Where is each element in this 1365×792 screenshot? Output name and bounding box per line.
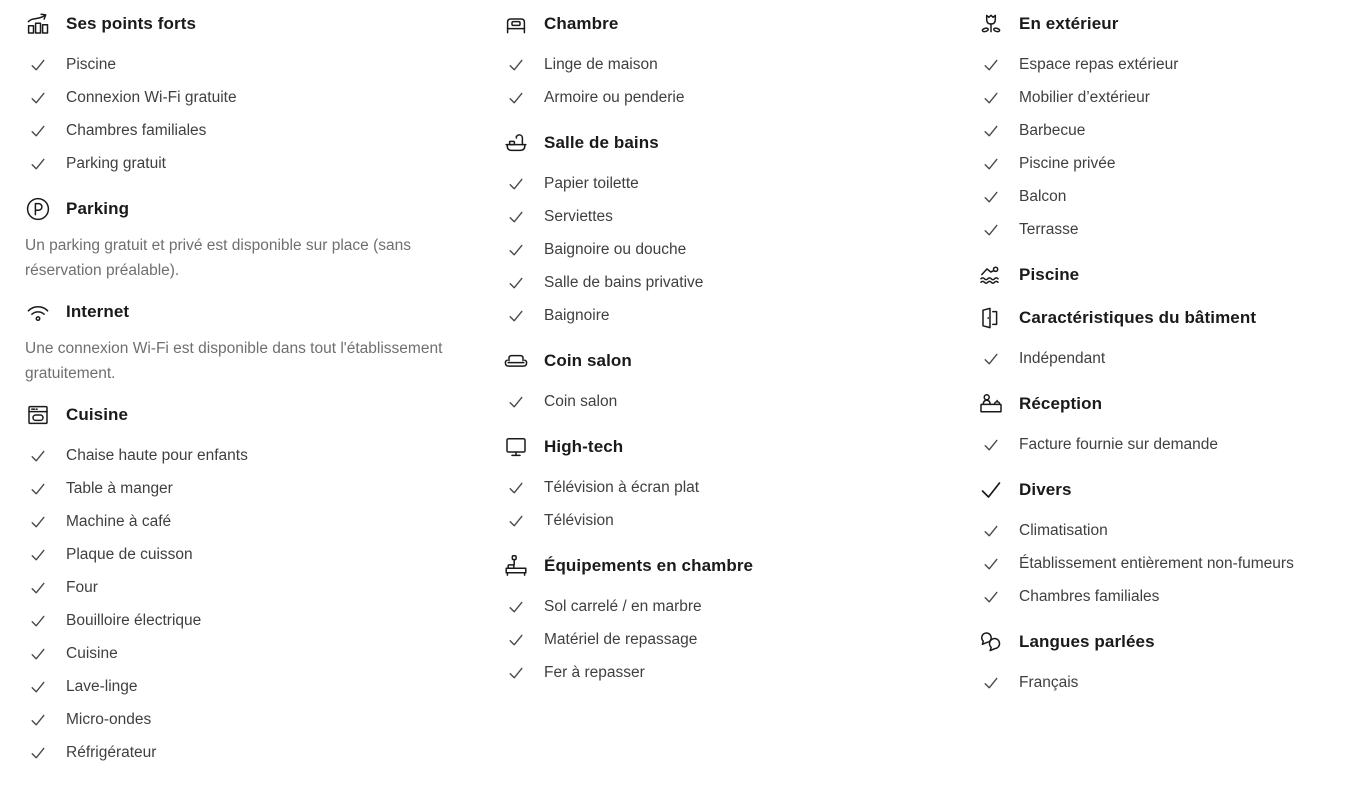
- section-header: [25, 298, 503, 326]
- check-icon: [983, 351, 999, 367]
- check-icon: [30, 481, 46, 497]
- section-title: Ses points forts: [66, 14, 197, 33]
- check-icon: [983, 675, 999, 691]
- check-icon: [983, 556, 999, 572]
- check-icon: [30, 156, 46, 172]
- check-icon: [508, 480, 524, 496]
- check-icon: [983, 589, 999, 605]
- facility-item-label: Armoire ou penderie: [544, 88, 685, 106]
- stats-trend-icon: [25, 11, 51, 37]
- bathtub-icon: [503, 130, 529, 156]
- facility-item-label: Piscine privée: [1019, 154, 1116, 172]
- check-icon: [508, 513, 524, 529]
- section-title: Piscine: [1019, 265, 1080, 284]
- facility-list: [503, 385, 978, 418]
- facility-item-label: Matériel de repassage: [544, 630, 698, 648]
- check-icon: [508, 275, 524, 291]
- facility-item-label: Mobilier d’extérieur: [1019, 88, 1150, 106]
- bed-lamp-icon: [503, 553, 529, 579]
- section-header: [978, 628, 1351, 656]
- speech-bubbles-icon: [978, 629, 1004, 655]
- check-icon: [508, 599, 524, 615]
- facility-item: [978, 213, 1351, 246]
- check-icon: [508, 665, 524, 681]
- facility-item: [25, 48, 503, 81]
- section-title: Chambre: [544, 14, 619, 33]
- facility-item-label: Serviettes: [544, 207, 613, 225]
- facility-list: [978, 342, 1351, 375]
- facility-item: [25, 81, 503, 114]
- section-header: [978, 261, 1351, 289]
- facility-item: [503, 48, 978, 81]
- section-title: Caractéristiques du bâtiment: [1019, 308, 1257, 327]
- section-speech-bubbles: [978, 628, 1351, 699]
- facility-item-label: Table à manger: [66, 479, 173, 497]
- section-check: [978, 476, 1351, 613]
- facility-item: [503, 299, 978, 332]
- check-icon: [30, 679, 46, 695]
- section-flower: [978, 10, 1351, 246]
- facility-list: [978, 48, 1351, 246]
- section-header: [25, 10, 503, 38]
- section-swimmer: [978, 261, 1351, 289]
- facility-item-label: Indépendant: [1019, 349, 1106, 367]
- facility-item: [25, 114, 503, 147]
- facility-item-label: Connexion Wi-Fi gratuite: [66, 88, 237, 106]
- check-icon: [30, 613, 46, 629]
- check-icon: [983, 123, 999, 139]
- sofa-icon: [503, 348, 529, 374]
- section-wifi: [25, 298, 503, 386]
- facility-item: [503, 233, 978, 266]
- section-bed-lamp: [503, 552, 978, 689]
- facility-item-label: Télévision: [544, 511, 614, 529]
- wifi-icon: [25, 299, 51, 325]
- check-icon: [508, 57, 524, 73]
- facility-item-label: Salle de bains privative: [544, 273, 704, 291]
- check-icon: [983, 90, 999, 106]
- check-icon: [508, 209, 524, 225]
- facility-item-label: Climatisation: [1019, 521, 1108, 539]
- section-header: [503, 552, 978, 580]
- check-icon: [983, 523, 999, 539]
- facility-item-label: Baignoire ou douche: [544, 240, 687, 258]
- check-icon: [30, 745, 46, 761]
- facility-item: [978, 547, 1351, 580]
- check-icon: [983, 57, 999, 73]
- facility-item-label: Parking gratuit: [66, 154, 166, 172]
- facility-item-label: Facture fournie sur demande: [1019, 435, 1219, 453]
- section-bathtub: [503, 129, 978, 332]
- check-icon: [508, 632, 524, 648]
- section-reception: [978, 390, 1351, 461]
- facility-item: [503, 623, 978, 656]
- facility-list: [978, 514, 1351, 613]
- swimmer-icon: [978, 262, 1004, 288]
- facility-list: [978, 428, 1351, 461]
- check-icon: [30, 514, 46, 530]
- door-icon: [978, 305, 1004, 331]
- check-icon: [30, 580, 46, 596]
- facility-item-label: Barbecue: [1019, 121, 1086, 139]
- facility-item-label: Baignoire: [544, 306, 610, 324]
- section-title: Divers: [1019, 480, 1072, 499]
- facility-list: [503, 167, 978, 332]
- parking-icon: [25, 196, 51, 222]
- facility-item: [503, 504, 978, 537]
- bed-icon: [503, 11, 529, 37]
- facility-item-label: Fer à repasser: [544, 663, 645, 681]
- check-icon: [30, 57, 46, 73]
- facility-item-label: Chambres familiales: [1019, 587, 1160, 605]
- section-header: [503, 433, 978, 461]
- facility-item: [503, 266, 978, 299]
- facility-item: [978, 342, 1351, 375]
- facility-item: [25, 505, 503, 538]
- facility-item: [503, 81, 978, 114]
- check-icon: [983, 156, 999, 172]
- section-door: [978, 304, 1351, 375]
- flower-icon: [978, 11, 1004, 37]
- check-icon: [508, 176, 524, 192]
- facility-item: [978, 666, 1351, 699]
- facility-item: [503, 385, 978, 418]
- column-1: [25, 10, 503, 784]
- facility-item-label: Bouilloire électrique: [66, 611, 202, 629]
- reception-icon: [978, 391, 1004, 417]
- facility-item-label: Terrasse: [1019, 220, 1079, 238]
- facility-item-label: Réfrigérateur: [66, 743, 157, 761]
- check-icon: [508, 242, 524, 258]
- check-icon: [508, 308, 524, 324]
- facility-item: [25, 637, 503, 670]
- section-title: Parking: [66, 199, 130, 218]
- facility-item-label: Lave-linge: [66, 677, 138, 695]
- oven-icon: [25, 402, 51, 428]
- section-bed: [503, 10, 978, 114]
- column-2: [503, 10, 978, 704]
- facility-item: [503, 471, 978, 504]
- section-sofa: [503, 347, 978, 418]
- section-title: En extérieur: [1019, 14, 1119, 33]
- facility-item-label: Plaque de cuisson: [66, 545, 193, 563]
- facility-item-label: Coin salon: [544, 392, 618, 410]
- section-parking: [25, 195, 503, 283]
- facility-item: [978, 580, 1351, 613]
- facility-item: [25, 670, 503, 703]
- facility-item-label: Cuisine: [66, 644, 118, 662]
- facility-item-label: Machine à café: [66, 512, 172, 530]
- facility-item-label: Four: [66, 578, 98, 596]
- section-header: [978, 476, 1351, 504]
- check-icon: [508, 90, 524, 106]
- facility-item: [25, 147, 503, 180]
- check-icon: [508, 394, 524, 410]
- check-icon: [30, 646, 46, 662]
- facility-item: [503, 167, 978, 200]
- monitor-icon: [503, 434, 529, 460]
- facility-item-label: Français: [1019, 673, 1079, 691]
- section-description: Une connexion Wi-Fi est disponible dans tout l'établissement gratuitement.: [25, 340, 443, 382]
- facility-item-label: Chambres familiales: [66, 121, 207, 139]
- section-header: [978, 10, 1351, 38]
- section-title: Langues parlées: [1019, 632, 1155, 651]
- section-header: [25, 401, 503, 429]
- section-title: Réception: [1019, 394, 1103, 413]
- facility-item: [503, 590, 978, 623]
- check-icon: [978, 477, 1004, 503]
- check-icon: [30, 547, 46, 563]
- facility-item-label: Chaise haute pour enfants: [66, 446, 248, 464]
- check-icon: [983, 222, 999, 238]
- check-icon: [30, 90, 46, 106]
- section-title: Coin salon: [544, 351, 632, 370]
- section-oven: [25, 401, 503, 769]
- section-title: High-tech: [544, 437, 624, 456]
- check-icon: [30, 123, 46, 139]
- section-title: Internet: [66, 302, 130, 321]
- section-header: [978, 304, 1351, 332]
- facility-item-label: Micro-ondes: [66, 710, 152, 728]
- section-header: [503, 347, 978, 375]
- facility-item: [978, 48, 1351, 81]
- section-title: Cuisine: [66, 405, 129, 424]
- facility-item-label: Balcon: [1019, 187, 1067, 205]
- facility-item-label: Télévision à écran plat: [544, 478, 700, 496]
- facility-item-label: Linge de maison: [544, 55, 658, 73]
- section-monitor: [503, 433, 978, 537]
- facility-item-label: Sol carrelé / en marbre: [544, 597, 702, 615]
- facility-item: [503, 656, 978, 689]
- section-description: Un parking gratuit et privé est disponible sur place (sans réservation préalable).: [25, 237, 411, 279]
- section-header: [503, 10, 978, 38]
- facility-list: [503, 471, 978, 537]
- facility-item-label: Espace repas extérieur: [1019, 55, 1179, 73]
- facility-item: [25, 571, 503, 604]
- check-icon: [30, 712, 46, 728]
- section-header: [503, 129, 978, 157]
- check-icon: [30, 448, 46, 464]
- facility-item: [978, 147, 1351, 180]
- facility-item: [25, 538, 503, 571]
- check-icon: [983, 189, 999, 205]
- section-title: Salle de bains: [544, 133, 659, 152]
- facility-item: [978, 428, 1351, 461]
- facility-item: [978, 81, 1351, 114]
- facility-item: [25, 736, 503, 769]
- facility-list: [25, 48, 503, 180]
- check-icon: [983, 437, 999, 453]
- facility-item: [25, 604, 503, 637]
- facility-item: [25, 439, 503, 472]
- facility-item: [25, 703, 503, 736]
- column-3: [978, 10, 1351, 714]
- facility-list: [503, 48, 978, 114]
- section-header: [978, 390, 1351, 418]
- facility-item-label: Piscine: [66, 55, 116, 73]
- facility-list: [25, 439, 503, 769]
- facility-item-label: Établissement entièrement non-fumeurs: [1019, 554, 1294, 572]
- facility-item: [978, 180, 1351, 213]
- facility-item-label: Papier toilette: [544, 174, 639, 192]
- facility-list: [978, 666, 1351, 699]
- section-stats-trend: [25, 10, 503, 180]
- section-header: [25, 195, 503, 223]
- facility-item: [978, 114, 1351, 147]
- facility-item: [978, 514, 1351, 547]
- facility-item: [25, 472, 503, 505]
- section-title: Équipements en chambre: [544, 556, 754, 575]
- facility-item: [503, 200, 978, 233]
- facility-list: [503, 590, 978, 689]
